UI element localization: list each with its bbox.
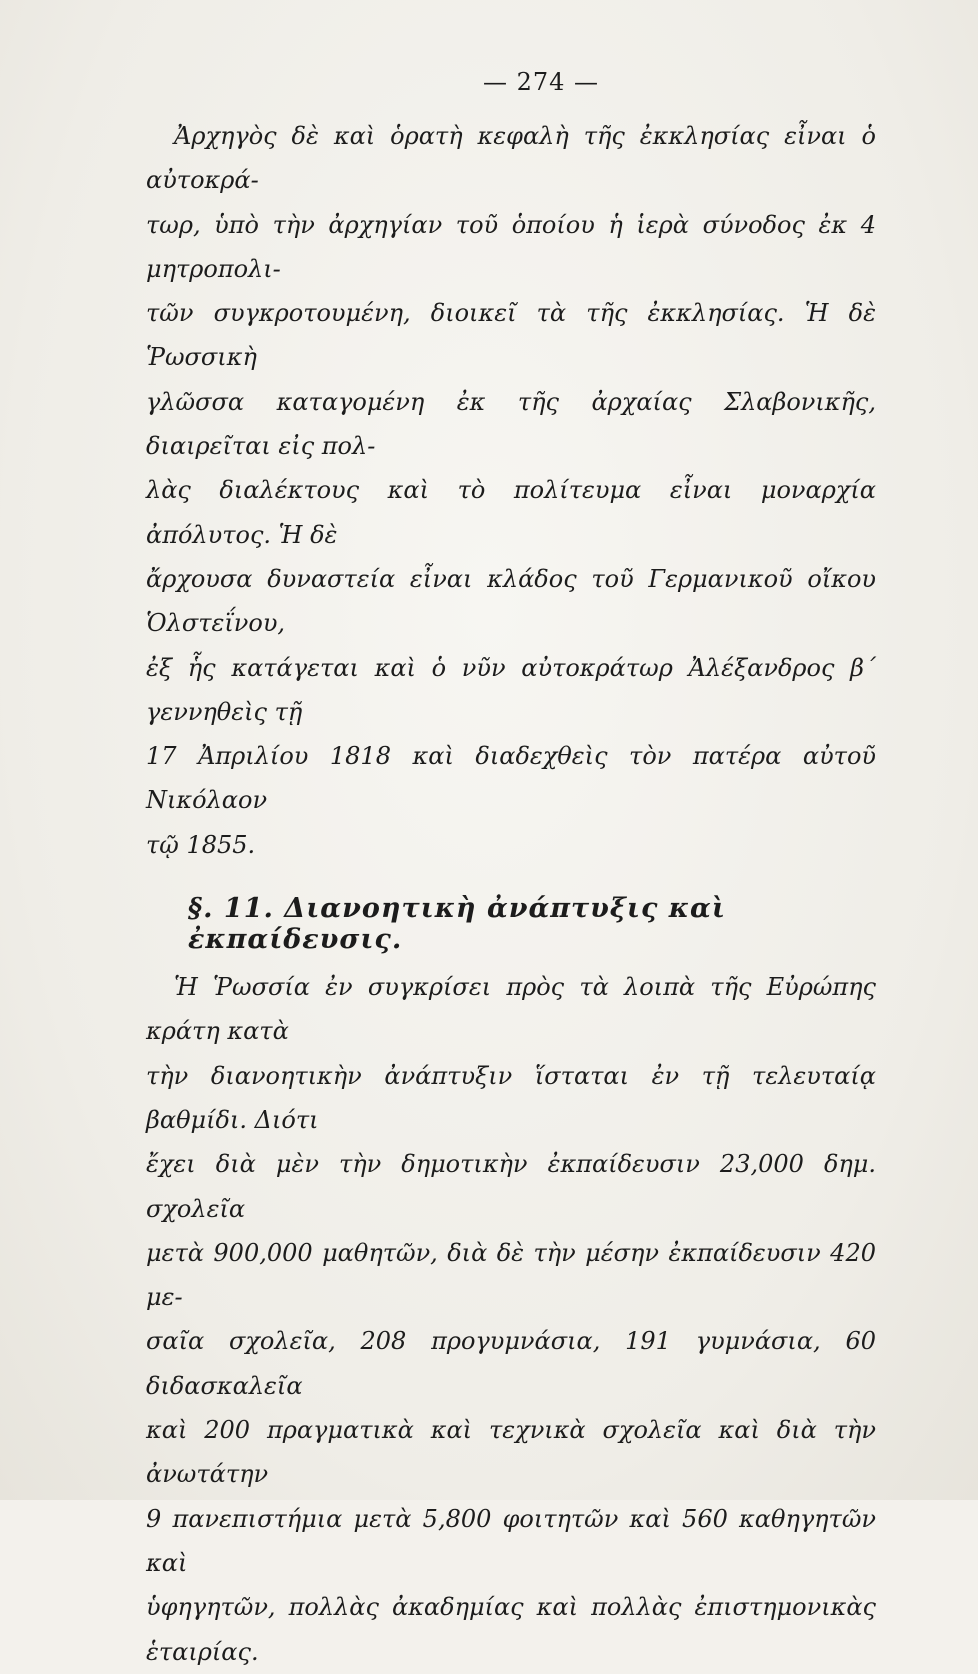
- page-number: — 274 —: [482, 68, 600, 96]
- text-line: τὴν διανοητικὴν ἀνάπτυξιν ἵσταται ἐν τῇ τελευταίᾳ βαθμίδι. Διότι: [146, 1061, 876, 1134]
- paragraph-education: [146, 965, 876, 1674]
- text-line: σαῖα σχολεῖα, 208 προγυμνάσια, 191 γυμνάσια, 60 διδασκαλεῖα: [146, 1327, 876, 1400]
- section-heading: §. 11. Διανοητικὴ ἀνάπτυξις καὶ ἐκπαίδευσις.: [188, 893, 726, 956]
- text-line: 17 Ἀπριλίου 1818 καὶ διαδεχθεὶς τὸν πατέρα αὐτοῦ Νικόλαον: [146, 742, 876, 815]
- text-line: γλῶσσα καταγομένη ἐκ τῆς ἀρχαίας Σλαβονικῆς, διαιρεῖται εἰς πολ-: [146, 387, 876, 461]
- text-line: καὶ 200 πραγματικὰ καὶ τεχνικὰ σχολεῖα καὶ διὰ τὴν ἀνωτάτην: [146, 1416, 876, 1489]
- text-line: μετὰ 900,000 μαθητῶν, διὰ δὲ τὴν μέσην ἐκπαίδευσιν 420 με-: [146, 1238, 876, 1312]
- text-line: ὑφηγητῶν, πολλὰς ἀκαδημίας καὶ πολλὰς ἐπιστημονικὰς ἑταιρίας.: [146, 1593, 876, 1666]
- text-line: 9 πανεπιστήμια μετὰ 5,800 φοιτητῶν καὶ 560 καθηγητῶν καὶ: [146, 1504, 876, 1577]
- text-line: τωρ, ὑπὸ τὴν ἀρχηγίαν τοῦ ὁποίου ἡ ἱερὰ σύνοδος ἐκ 4 μητροπολι-: [146, 210, 876, 283]
- text-line: Ἀρχηγὸς δὲ καὶ ὁρατὴ κεφαλὴ τῆς ἐκκλησίας εἶναι ὁ αὐτοκρά-: [146, 122, 876, 195]
- text-line: τῶν συγκροτουμένη, διοικεῖ τὰ τῆς ἐκκλησίας. Ἡ δὲ Ῥωσσικὴ: [146, 299, 876, 372]
- text-line: ἄρχουσα δυναστεία εἶναι κλάδος τοῦ Γερμανικοῦ οἴκου Ὁλστεΐνου,: [146, 564, 876, 638]
- text-line: ἔχει διὰ μὲν τὴν δημοτικὴν ἐκπαίδευσιν 23,000 δημ. σχολεῖα: [146, 1150, 876, 1223]
- text-line: ἐξ ἧς κατάγεται καὶ ὁ νῦν αὐτοκράτωρ Ἀλέξανδρος β΄ γεννηθεὶς τῇ: [146, 653, 876, 726]
- text-line: λὰς διαλέκτους καὶ τὸ πολίτευμα εἶναι μοναρχία ἀπόλυτος. Ἡ δὲ: [146, 476, 876, 549]
- text-line: Ἡ Ῥωσσία ἐν συγκρίσει πρὸς τὰ λοιπὰ τῆς Εὐρώπης κράτη κατὰ: [146, 973, 876, 1046]
- page-content: [146, 68, 876, 1674]
- paragraph-church-dynasty: [146, 114, 876, 867]
- text-line: τῷ 1855.: [146, 830, 256, 859]
